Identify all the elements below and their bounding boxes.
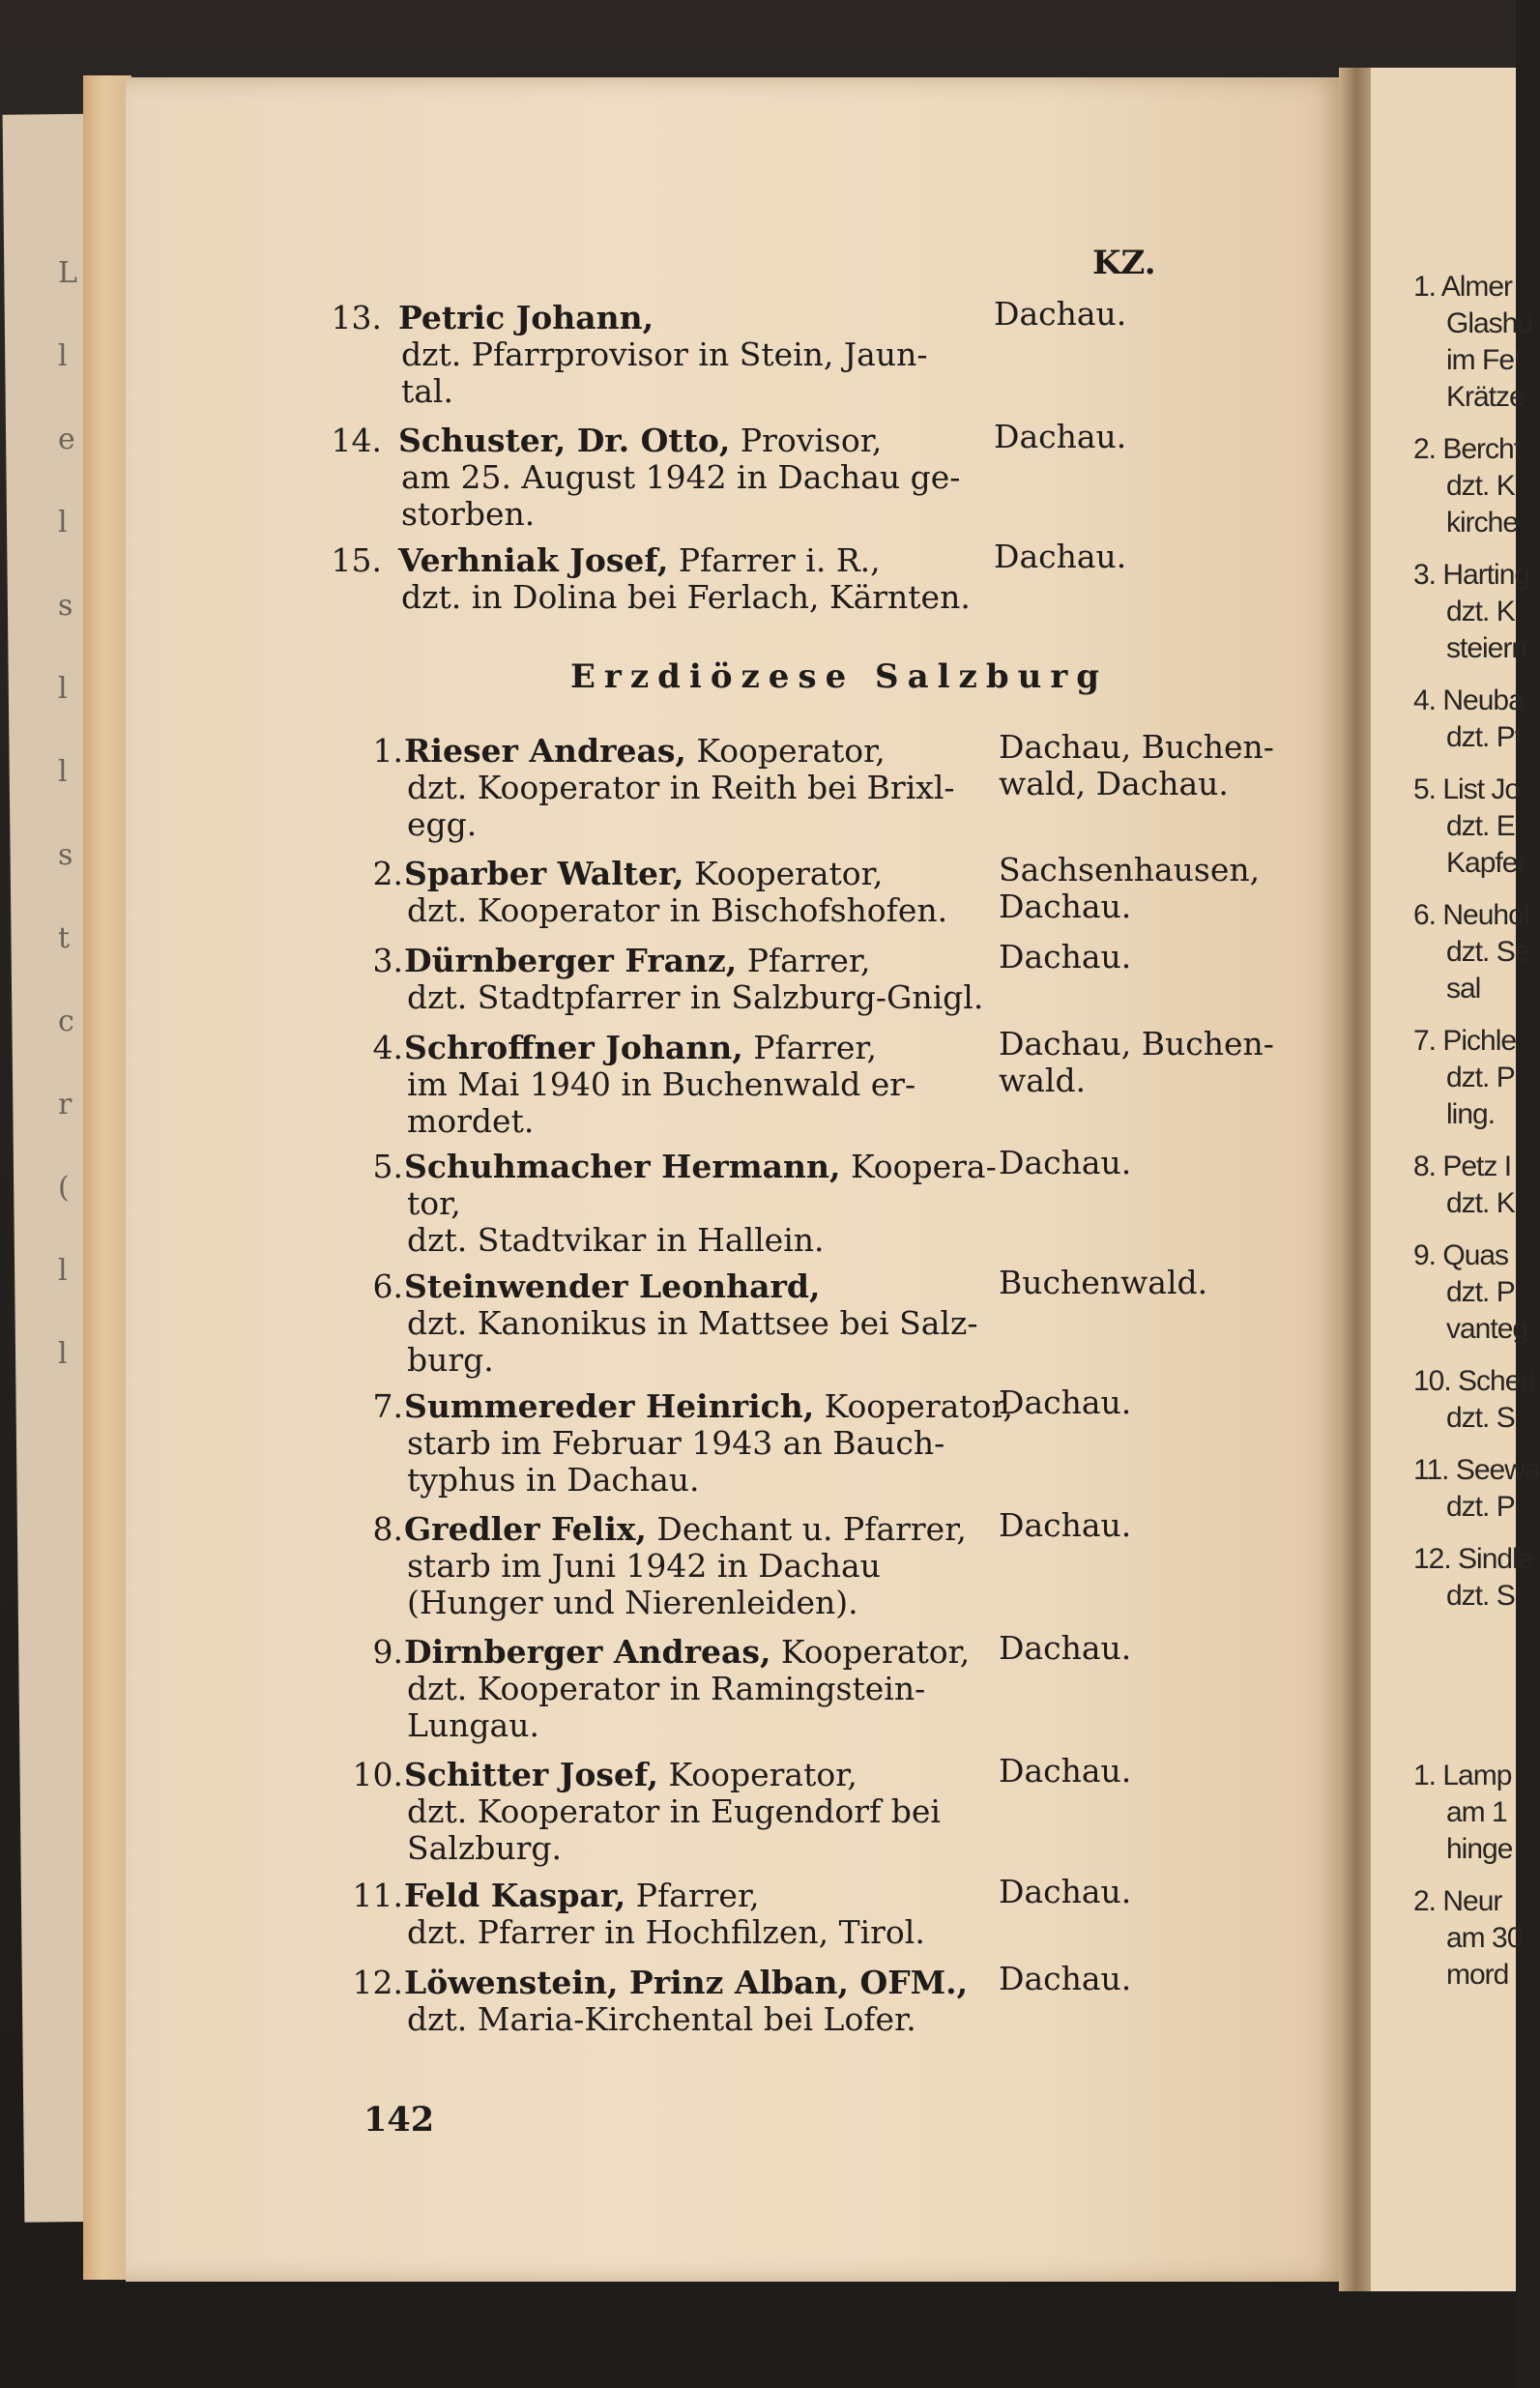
entry-first-line — [404, 943, 871, 979]
entry-role: Pfarrer, — [742, 1029, 878, 1066]
entry-detail-line: dzt. Maria-Kirchental bei Lofer. — [407, 2000, 916, 2038]
entry-camp: Dachau. — [994, 538, 1127, 575]
right-page-fragment: 6. Neuhol — [1413, 899, 1529, 931]
entry-name: Löwenstein, Prinz Alban, OFM., — [404, 1964, 969, 2001]
right-page-fragment: 1. Almer — [1413, 271, 1513, 303]
left-page-letter: t — [58, 921, 71, 955]
entry-role: Kooperator, — [683, 855, 884, 892]
entry-role: Provisor, — [730, 422, 883, 459]
entry-first-line — [404, 733, 886, 770]
entry-name: Schuhmacher Hermann, — [404, 1148, 841, 1185]
right-page-fragment: dzt. S — [1446, 1402, 1515, 1434]
entry-number: 9. — [372, 1633, 403, 1671]
entry-camp: Dachau. — [999, 1873, 1132, 1910]
entry-number: 3. — [372, 942, 403, 979]
entry-detail-line: dzt. Kooperator in Bischofshofen. — [407, 891, 948, 929]
right-page-fragment: 12. Sindle — [1413, 1543, 1533, 1575]
entry-number: 10. — [352, 1756, 403, 1793]
entry-detail-line: am 25. August 1942 in Dachau ge- — [401, 458, 961, 496]
entry-detail-line: starb im Februar 1943 an Bauch- — [407, 1424, 945, 1462]
entry-number: 6. — [372, 1267, 403, 1305]
entry-detail-line: Lungau. — [407, 1706, 539, 1744]
right-page-fragment: 8. Petz I — [1413, 1150, 1512, 1182]
right-page-fragment: kirche — [1446, 507, 1519, 539]
entry-camp: Dachau. — [999, 1960, 1132, 1997]
left-page-letter: e — [58, 422, 75, 456]
right-page-fragment: dzt. K — [1446, 470, 1515, 502]
entry-detail-line: dzt. Pfarrprovisor in Stein, Jaun- — [401, 335, 928, 373]
right-page-fragment: 1. Lamp — [1413, 1760, 1512, 1791]
right-page-fragment: 11. Seewa — [1413, 1454, 1540, 1486]
entry-camp: wald, Dachau. — [999, 765, 1229, 802]
right-page-fragment: sal — [1446, 973, 1481, 1005]
entry-number: 14. — [331, 422, 382, 459]
right-page-fragment: 10. Scheri — [1413, 1365, 1535, 1397]
entry-first-line — [404, 1757, 857, 1793]
left-page-letter: ( — [58, 1171, 70, 1205]
section-heading: Erzdiözese Salzburg — [570, 657, 1109, 696]
right-page-fragment: dzt. E — [1446, 810, 1515, 842]
right-page-fragment: am 1 — [1446, 1796, 1507, 1828]
entry-detail-line: egg. — [407, 805, 478, 843]
entry-detail-line: im Mai 1940 in Buchenwald er- — [407, 1065, 916, 1103]
right-page-fragment: Kapfer — [1446, 847, 1526, 879]
entry-detail-line: burg. — [407, 1341, 494, 1379]
entry-first-line — [404, 856, 883, 892]
left-page-letter: c — [58, 1005, 74, 1038]
entry-camp: Dachau. — [999, 1752, 1132, 1790]
right-page-fragment: vanteg — [1446, 1313, 1528, 1345]
entry-role: Koopera- — [840, 1148, 997, 1185]
entry-first-line — [398, 300, 654, 336]
right-page-fragment: 2. Neur — [1413, 1885, 1502, 1917]
entry-detail-line: Salzburg. — [407, 1829, 562, 1867]
right-page-fragment: dzt. S — [1446, 1580, 1515, 1612]
entry-detail-line: dzt. in Dolina bei Ferlach, Kärnten. — [401, 578, 971, 616]
left-page-letter: r — [58, 1088, 73, 1121]
entry-name: Dirnberger Andreas, — [404, 1633, 771, 1671]
entry-camp: Buchenwald. — [999, 1264, 1208, 1301]
entry-name: Dürnberger Franz, — [404, 942, 738, 979]
right-page-fragment: im Fel — [1446, 344, 1520, 376]
right-page-fragment: ling. — [1446, 1098, 1496, 1130]
right-page-fragment: 2. Bercht — [1413, 433, 1522, 465]
entry-camp: wald. — [999, 1062, 1087, 1099]
right-page-fragment: dzt. Se — [1446, 936, 1530, 968]
entry-role: Dechant u. Pfarrer, — [646, 1510, 967, 1548]
entry-role: Kooperator, — [770, 1633, 971, 1671]
entry-first-line — [404, 1965, 968, 2001]
left-page-letter: l — [58, 506, 68, 539]
entry-first-line — [398, 542, 881, 579]
entry-number: 13. — [331, 299, 382, 336]
entry-detail-line: storben. — [401, 495, 536, 533]
page-stack-edge — [83, 75, 131, 2280]
entry-name: Gredler Felix, — [404, 1510, 647, 1548]
left-page-letter: l — [58, 672, 68, 706]
entry-role: Kooperator, — [657, 1756, 857, 1793]
right-page-fragment: dzt. P — [1446, 1491, 1515, 1523]
entry-role: Pfarrer i. R., — [668, 541, 881, 579]
entry-name: Feld Kaspar, — [404, 1877, 626, 1914]
entry-detail-line: dzt. Stadtpfarrer in Salzburg-Gnigl. — [407, 978, 984, 1016]
right-page-fragment: dzt. P — [1446, 1062, 1515, 1093]
entry-name: Schroffner Johann, — [404, 1029, 743, 1066]
entry-role: Kooperator, — [685, 732, 886, 770]
entry-detail-line: dzt. Kooperator in Eugendorf bei — [407, 1792, 941, 1830]
entry-camp: Dachau. — [999, 1383, 1132, 1421]
entry-first-line — [404, 1149, 997, 1185]
entry-number: 1. — [372, 732, 403, 770]
right-page-fragment: 7. Pichle — [1413, 1025, 1517, 1057]
entry-camp: Dachau. — [994, 295, 1127, 333]
entry-detail-line: dzt. Kooperator in Ramingstein- — [407, 1670, 926, 1707]
right-page-fragment: 5. List Jo — [1413, 773, 1521, 805]
entry-camp: Dachau. — [999, 1506, 1132, 1544]
entry-number: 12. — [352, 1964, 403, 2001]
entry-detail-line: dzt. Pfarrer in Hochfilzen, Tirol. — [407, 1913, 925, 1951]
entry-first-line — [398, 422, 882, 459]
right-page-fragment: dzt. Pf — [1446, 721, 1523, 753]
entry-number: 2. — [372, 855, 403, 892]
entry-number: 11. — [352, 1877, 403, 1914]
right-page-fragment: hinge — [1446, 1833, 1513, 1865]
right-page-fragment: dzt. K — [1446, 596, 1515, 627]
entry-detail-line: dzt. Kanonikus in Mattsee bei Salz- — [407, 1304, 978, 1342]
left-page-letter: L — [58, 256, 77, 290]
right-page-fragment: Glashü — [1446, 307, 1533, 339]
entry-first-line — [404, 1388, 1013, 1425]
entry-camp: Dachau, Buchen- — [999, 1025, 1274, 1063]
entry-first-line — [404, 1634, 970, 1671]
left-page-letter: l — [58, 1254, 68, 1288]
left-page-letter: s — [58, 589, 73, 623]
entry-number: 5. — [372, 1148, 403, 1185]
left-page-letter: l — [58, 339, 68, 373]
entry-detail-line: typhus in Dachau. — [407, 1461, 700, 1499]
entry-number: 7. — [372, 1387, 403, 1425]
entry-number: 8. — [372, 1510, 403, 1548]
right-page — [1371, 68, 1540, 2291]
entry-first-line — [404, 1878, 760, 1914]
entry-detail-line: starb im Juni 1942 in Dachau — [407, 1547, 881, 1585]
entry-detail-line: tor, — [407, 1184, 461, 1222]
entry-camp: Dachau. — [999, 1629, 1132, 1667]
entry-role: Pfarrer, — [737, 942, 871, 979]
entry-detail-line: dzt. Stadtvikar in Hallein. — [407, 1221, 825, 1259]
entry-first-line — [404, 1030, 877, 1066]
entry-first-line — [404, 1511, 967, 1548]
page-number: 142 — [363, 2100, 435, 2140]
right-page-fragment: dzt. K — [1446, 1187, 1515, 1219]
right-page-fragment: am 30 — [1446, 1922, 1523, 1954]
entry-camp: Dachau. — [999, 1144, 1132, 1181]
entry-detail-line: dzt. Kooperator in Reith bei Brixl- — [407, 769, 955, 806]
entry-detail-line: mordet. — [407, 1102, 535, 1140]
entry-name: Verhniak Josef, — [398, 541, 669, 579]
entry-first-line — [404, 1268, 820, 1305]
entry-name: Schuster, Dr. Otto, — [398, 422, 731, 459]
right-page-fragment: steiern — [1446, 632, 1527, 664]
entry-role: Pfarrer, — [625, 1877, 760, 1914]
entry-camp: Dachau. — [999, 938, 1132, 976]
right-page-fragment: Krätze — [1446, 381, 1525, 413]
entry-number: 15. — [331, 541, 382, 579]
left-page-letter: l — [58, 755, 68, 789]
left-page-letter: s — [58, 838, 73, 872]
column-heading-kz: KZ. — [1092, 244, 1156, 282]
right-page-fragment: 3. Harting — [1413, 559, 1530, 591]
entry-name: Sparber Walter, — [404, 855, 684, 892]
entry-name: Petric Johann, — [398, 299, 654, 336]
left-page-letter: l — [58, 1337, 68, 1371]
entry-detail-line: (Hunger und Nierenleiden). — [407, 1584, 858, 1621]
entry-detail-line: tal. — [401, 372, 453, 410]
entry-number: 4. — [372, 1029, 403, 1066]
entry-camp: Dachau. — [999, 888, 1132, 925]
entry-camp: Dachau. — [994, 418, 1127, 455]
entry-camp: Sachsenhausen, — [999, 851, 1261, 888]
right-page-fragment: 4. Neuba — [1413, 684, 1524, 716]
entry-name: Rieser Andreas, — [404, 732, 686, 770]
entry-role: Kooperator, — [814, 1387, 1014, 1425]
entry-name: Summereder Heinrich, — [404, 1387, 815, 1425]
entry-name: Schitter Josef, — [404, 1756, 658, 1793]
right-page-fragment: 9. Quas — [1413, 1239, 1509, 1271]
right-page-fragment: mord — [1446, 1959, 1509, 1991]
right-page-fragment: dzt. P — [1446, 1276, 1515, 1308]
entry-camp: Dachau, Buchen- — [999, 728, 1274, 766]
entry-name: Steinwender Leonhard, — [404, 1267, 821, 1305]
